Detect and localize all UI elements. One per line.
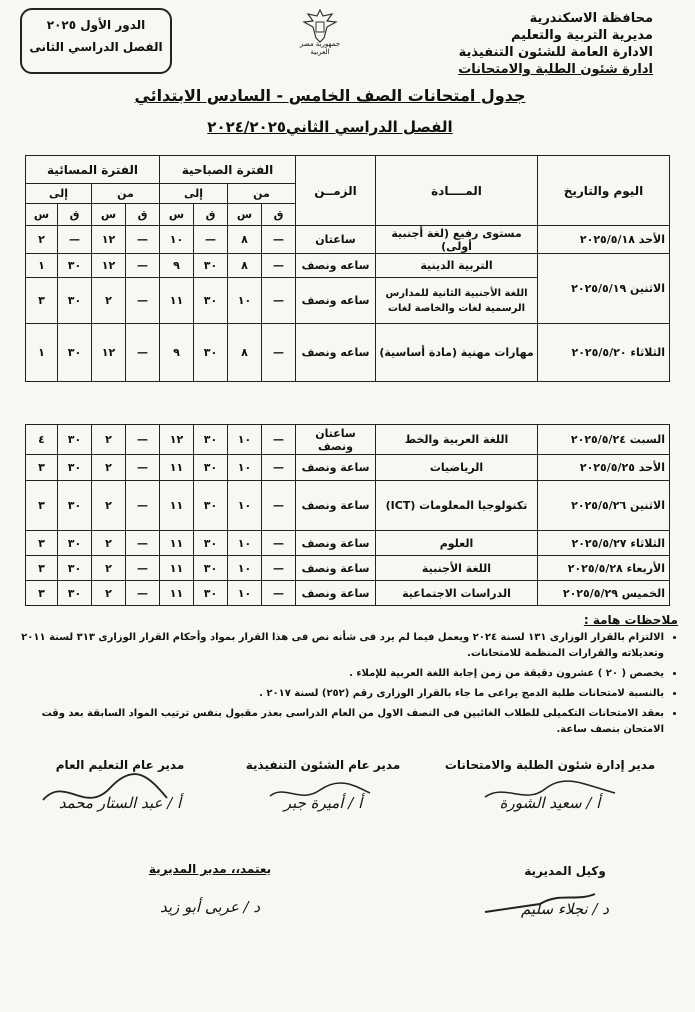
time-cell: ١٠ [228,556,262,581]
time-cell: — [58,226,92,254]
time-cell: ٤ [26,425,58,455]
time-cell: ٢ [92,531,126,556]
duration-cell: ساعة ونصف [296,481,376,531]
time-cell: ٣٠ [194,531,228,556]
time-cell: ٣٠ [58,531,92,556]
time-cell: ٣٠ [194,254,228,278]
header-subject: المــــادة [376,156,538,226]
time-cell: ٣٠ [58,425,92,455]
time-cell: ٩ [160,324,194,382]
signature-title: يعتمد،، مدير المديرية [148,862,272,876]
subject-cell: مستوى رفيع (لغة أجنبية أولى) [376,226,538,254]
time-cell: ١٢ [92,324,126,382]
exam-round: الدور الأول ٢٠٢٥ [46,18,146,32]
note-item: • بالنسبة لامتحانات طلبة الدمج يراعى ما جاء بالقرار الوزارى رقم (٢٥٢) لسنة ٢٠١٧ . [18,686,664,702]
time-cell: ٨ [228,254,262,278]
time-cell: ٣ [26,581,58,606]
hdr-m: ق [58,204,92,226]
day-cell: الاثنين ٢٠٢٥/٥/٢٦ [538,481,670,531]
handwritten-signature-icon [265,778,375,808]
time-cell: ١٢ [160,425,194,455]
notes-title: ملاحظات هامة : [583,613,678,627]
time-cell: ٢ [26,226,58,254]
duration-cell: ساعه ونصف [296,278,376,324]
time-cell: — [126,455,160,481]
note-item: • الالتزام بالقرار الوزارى ١٣١ لسنة ٢٠٢٤ ويعمل فيما لم يرد فى شأنه نص فى هذا القرار بمواد وأحكام القرار الوزارى ٣١٣ لسنة ٢٠١١ وتعديلاته والقرارات المنظمة للامتحانات. [18,630,664,662]
time-cell: — [126,581,160,606]
time-cell: ١١ [160,278,194,324]
time-cell: — [126,481,160,531]
day-cell: الأربعاء ٢٠٢٥/٥/٢٨ [538,556,670,581]
time-cell: — [262,324,296,382]
duration-cell: ساعة ونصف [296,455,376,481]
day-cell: الثلاثاء ٢٠٢٥/٥/٢٠ [538,324,670,382]
header-evening-to: إلى [26,184,92,204]
time-cell: ١٠ [228,455,262,481]
duration-cell: ساعتان ونصف [296,425,376,455]
subject-cell: العلوم [376,531,538,556]
time-cell: — [262,556,296,581]
day-cell: السبت ٢٠٢٥/٥/٢٤ [538,425,670,455]
time-cell: ٣٠ [194,425,228,455]
header-evening-from: من [92,184,160,204]
subject-cell: الدراسات الاجتماعية [376,581,538,606]
time-cell: ٣٠ [58,254,92,278]
day-cell: الخميس ٢٠٢٥/٥/٢٩ [538,581,670,606]
handwritten-signature-icon [480,882,600,922]
day-cell: الاثنين ٢٠٢٥/٥/١٩ [538,254,670,324]
time-cell: ٣٠ [58,581,92,606]
eagle-emblem-icon [300,8,340,44]
time-cell: — [262,226,296,254]
time-cell: ٣ [26,481,58,531]
time-cell: ٣٠ [194,324,228,382]
signature-name: أ / سعيد الشورة [499,794,601,812]
handwritten-signature-icon [35,770,175,820]
duration-cell: ساعة ونصف [296,556,376,581]
signature-name: د / عربى أبو زيد [159,898,261,916]
hdr-h: س [228,204,262,226]
time-cell: ١١ [160,581,194,606]
time-cell: ١ [26,324,58,382]
hdr-m: ق [194,204,228,226]
time-cell: ٣ [26,531,58,556]
time-cell: — [262,481,296,531]
department-line: ادارة شئون الطلبة والامتحانات [458,62,653,77]
time-cell: ٣٠ [58,556,92,581]
signature-block [130,862,290,916]
time-cell: — [126,425,160,455]
signature-name: أ / عبد الستار محمد [58,794,182,812]
time-cell: — [126,556,160,581]
duration-cell: ساعتان [296,226,376,254]
governorate-line: محافظة الاسكندرية [529,11,653,26]
time-cell: — [126,531,160,556]
time-cell: ١٠ [228,425,262,455]
subject-cell: الرياضيات [376,455,538,481]
signature-name: د / نجلاء سليم [521,900,609,918]
signature-title: مدير إدارة شئون الطلبة والامتحانات [444,758,656,772]
time-cell: ١١ [160,481,194,531]
time-cell: ٣٠ [194,581,228,606]
time-cell: ٣٠ [58,278,92,324]
schedule-table-week2 [25,424,670,606]
time-cell: ٣٠ [194,278,228,324]
time-cell: ١١ [160,531,194,556]
hdr-h: س [26,204,58,226]
header-morning-from: من [228,184,296,204]
time-cell: ٨ [228,324,262,382]
subject-cell: تكنولوجيا المعلومات (ICT) [376,481,538,531]
time-cell: ٣ [26,278,58,324]
time-cell: — [126,278,160,324]
time-cell: — [262,278,296,324]
header-morning: الفترة الصباحية [160,156,296,184]
duration-cell: ساعه ونصف [296,324,376,382]
subject-cell: اللغة الأجنبية [376,556,538,581]
time-cell: ٣ [26,556,58,581]
duration-cell: ساعة ونصف [296,531,376,556]
emblem-caption: جمهورية مصر العربية [299,40,341,56]
time-cell: ١٠ [228,581,262,606]
time-cell: ٣٠ [58,481,92,531]
time-cell: ١١ [160,455,194,481]
time-cell: — [126,226,160,254]
time-cell: — [194,226,228,254]
duration-cell: ساعة ونصف [296,581,376,606]
signature-title: وكيل المديرية [524,864,606,878]
time-cell: — [262,425,296,455]
directorate-line: مديرية التربية والتعليم [510,28,653,43]
time-cell: ٢ [92,581,126,606]
time-cell: ٢ [92,556,126,581]
subject-cell: مهارات مهنية (مادة أساسية) [376,324,538,382]
exam-round-box [20,8,172,74]
time-cell: ١٠ [228,278,262,324]
time-cell: — [126,254,160,278]
time-cell: ١٠ [160,226,194,254]
signature-title: مدير عام التعليم العام [55,758,185,772]
time-cell: ٣٠ [58,324,92,382]
time-cell: ٢ [92,455,126,481]
day-cell: الأحد ٢٠٢٥/٥/١٨ [538,226,670,254]
time-cell: ٢ [92,425,126,455]
hdr-m: ق [126,204,160,226]
time-cell: ١٢ [92,254,126,278]
time-cell: ٣٠ [58,455,92,481]
note-item: • يخصص ( ٢٠ ) عشرون دقيقة من زمن إجابة اللغة العربية للإملاء . [18,666,664,682]
time-cell: — [262,531,296,556]
signature-title: مدير عام الشئون التنفيذية [245,758,401,772]
day-cell: الأحد ٢٠٢٥/٥/٢٥ [538,455,670,481]
time-cell: — [126,324,160,382]
day-cell: الثلاثاء ٢٠٢٥/٥/٢٧ [538,531,670,556]
time-cell: ٢ [92,481,126,531]
page-title: جدول امتحانات الصف الخامس - السادس الابتدائي [134,86,526,105]
time-cell: ٨ [228,226,262,254]
header-duration: الزمــن [296,156,376,226]
issuer-header [403,10,653,78]
header-evening: الفترة المسائية [26,156,160,184]
time-cell: ١ [26,254,58,278]
time-cell: ١٠ [228,481,262,531]
time-cell: ٣٠ [194,481,228,531]
time-cell: ١١ [160,556,194,581]
time-cell: — [262,581,296,606]
header-morning-to: إلى [160,184,228,204]
time-cell: ١٢ [92,226,126,254]
note-item: • بعقد الامتحانات التكميلى للطلاب الغائبين فى النصف الاول من العام الدراسى بعذر مقبول بنفس ترتيب المواد السابقة بعد وقت الامتحان بنصف ساعة. [18,706,664,738]
time-cell: ٢ [92,278,126,324]
signature-name: أ / أميرة جبر [283,794,363,812]
header-day-date: اليوم والتاريخ [538,156,670,226]
time-cell: ٣٠ [194,556,228,581]
duration-cell: ساعه ونصف [296,254,376,278]
hdr-m: ق [262,204,296,226]
time-cell: — [262,455,296,481]
time-cell: ١٠ [228,531,262,556]
time-cell: — [262,254,296,278]
schedule-table-week1 [25,155,670,382]
time-cell: ٩ [160,254,194,278]
subject-cell: اللغة الأجنبية الثانية للمدارس الرسمية لغات والخاصة لغات [376,278,538,324]
subject-cell: اللغة العربية والخط [376,425,538,455]
important-notes [18,612,678,742]
page-subtitle: الفصل الدراسي الثاني٢٠٢٤/٢٠٢٥ [207,118,453,136]
subject-cell: التربية الدينية [376,254,538,278]
hdr-h: س [92,204,126,226]
admin-line: الادارة العامة للشئون التنفيذية [458,45,653,60]
time-cell: ٣٠ [194,455,228,481]
handwritten-signature-icon [480,775,620,815]
hdr-h: س [160,204,194,226]
exam-term: الفصل الدراسي الثانى [29,40,163,54]
time-cell: ٣ [26,455,58,481]
